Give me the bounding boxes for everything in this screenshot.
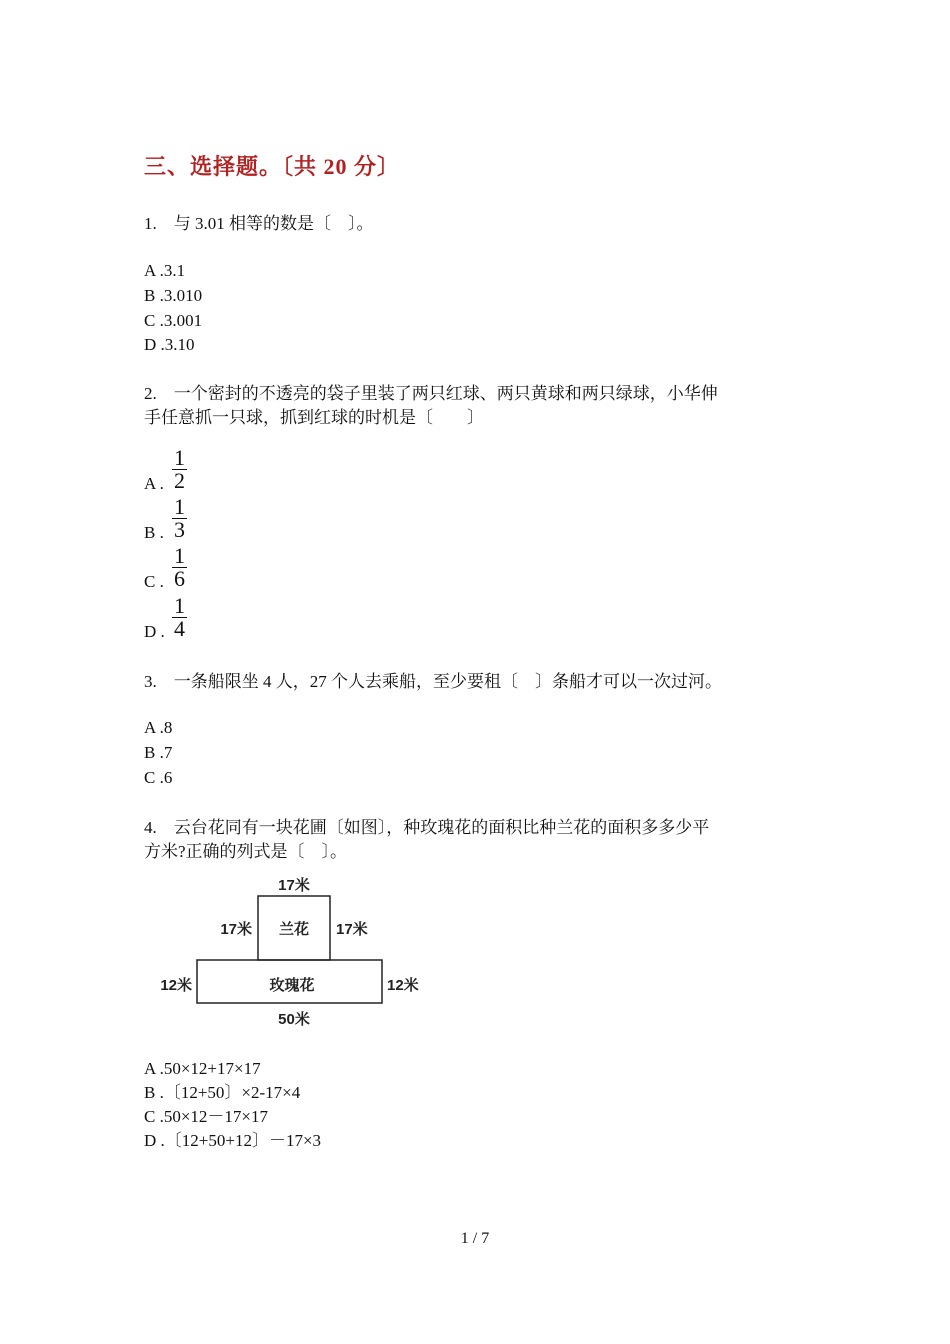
diagram-rose-name: 玫瑰花: [269, 977, 315, 994]
diagram-right-upper-label: 17米: [336, 921, 368, 938]
q2-option-b: [144, 494, 204, 545]
q4-option-c: C .50×12－17×17: [144, 1107, 269, 1126]
q3-option-b: B .7: [144, 743, 173, 762]
fraction-numerator: 1: [174, 445, 185, 470]
fraction-numerator: 1: [174, 494, 185, 519]
diagram-left-upper-label: 17米: [220, 921, 252, 938]
q4-option-a: A .50×12+17×17: [144, 1059, 261, 1078]
fraction-denominator: 3: [174, 517, 185, 542]
diagram-right-lower-label: 12米: [387, 977, 419, 994]
q1-option-b: B .3.010: [144, 286, 203, 305]
q3-option-c: C .6: [144, 768, 173, 787]
q1-option-a: A .3.1: [144, 261, 186, 280]
question-4-stem-line1: 4. 云台花同有一块花圃〔如图〕，种玫瑰花的面积比种兰花的面积多多少平: [144, 818, 710, 837]
page-number: 1 / 7: [460, 1230, 490, 1247]
q1-option-c: C .3.001: [144, 311, 203, 330]
section-title: 三、选择题。〔共 20 分〕: [144, 154, 401, 179]
question-4-stem-line2: 方米?正确的列式是〔 〕。: [144, 842, 348, 861]
q2-option-c: [144, 543, 204, 594]
fraction-denominator: 2: [174, 468, 185, 493]
fraction-denominator: 4: [174, 616, 185, 641]
q4-option-d: D .〔12+50+12〕－17×3: [144, 1131, 322, 1150]
q2-option-a: [144, 445, 204, 496]
q2-option-d-fraction: [172, 593, 187, 641]
q2-option-b-fraction: [172, 494, 187, 542]
q2-option-d-label: D .: [144, 622, 165, 641]
q2-option-a-label: A .: [144, 474, 164, 493]
q4-option-b: B .〔12+50〕×2-17×4: [144, 1083, 301, 1102]
q2-option-a-fraction: [172, 445, 187, 493]
question-2-stem-line1: 2. 一个密封的不透亮的袋子里装了两只红球、两只黄球和两只绿球，小华伸: [144, 384, 718, 403]
diagram-bottom-label: 50米: [278, 1011, 310, 1028]
q2-option-c-fraction: [172, 543, 187, 591]
garden-diagram: [150, 872, 440, 1032]
diagram-top-label: 17米: [278, 877, 310, 894]
q3-option-a: A .8: [144, 718, 173, 737]
question-1-stem: 1. 与 3.01 相等的数是〔 〕。: [144, 214, 374, 233]
question-3-stem: 3. 一条船限坐 4 人，27 个人去乘船，至少要租〔 〕条船才可以一次过河。: [144, 672, 722, 691]
fraction-numerator: 1: [174, 593, 185, 618]
fraction-denominator: 6: [174, 566, 185, 591]
q2-option-d: [144, 593, 204, 644]
q1-option-d: D .3.10: [144, 335, 195, 354]
diagram-left-lower-label: 12米: [160, 977, 192, 994]
question-2-stem-line2: 手任意抓一只球，抓到红球的时机是〔 〕: [144, 408, 484, 427]
diagram-orchid-name: 兰花: [278, 921, 310, 938]
fraction-numerator: 1: [174, 543, 185, 568]
q2-option-c-label: C .: [144, 572, 164, 591]
q2-option-b-label: B .: [144, 523, 164, 542]
